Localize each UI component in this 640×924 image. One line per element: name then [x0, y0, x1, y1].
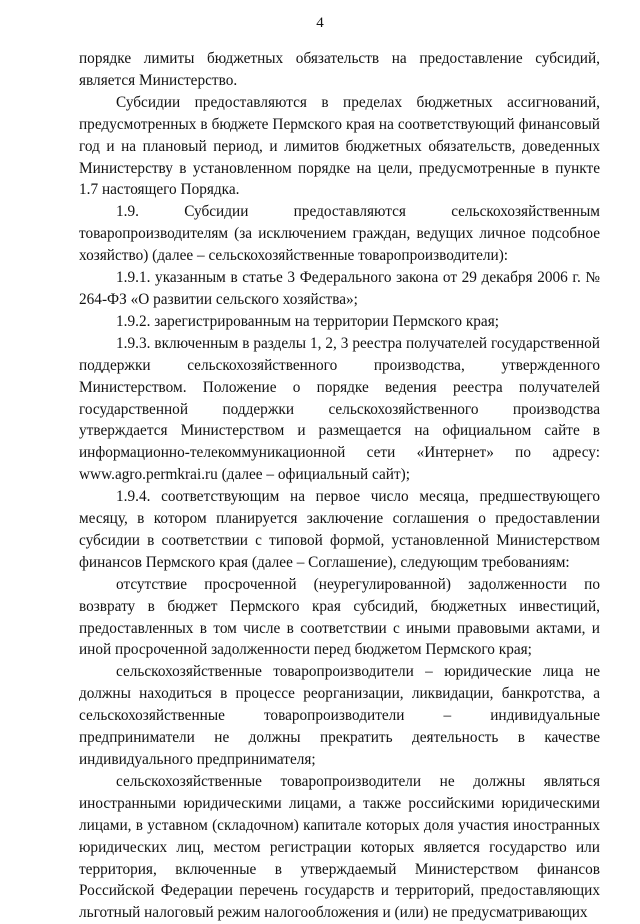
paragraph: 1.9. Субсидии предоставляются сельскохозяйственным товаропроизводителям (за исключением граждан, ведущих личное подсобное хозяйство) (далее – сельскохозяйственные товаропроизводители):: [79, 203, 600, 265]
paragraph: 1.9.1. указанным в статье 3 Федерального закона от 29 декабря 2006 г. № 264-ФЗ «О развитии сельского хозяйства»;: [79, 269, 600, 308]
paragraph: Субсидии предоставляются в пределах бюджетных ассигнований, предусмотренных в бюджете Пермского края на соответствующий финансовый год и на плановый период, и лимитов бюджетных обязательств, доведенных Министерству в установленном порядке на цели, предусмотренные в пункте 1.7 настоящего Порядка.: [79, 93, 600, 199]
document-body: [79, 48, 600, 924]
paragraph: отсутствие просроченной (неурегулированной) задолженности по возврату в бюджет Пермского края субсидий, бюджетных инвестиций, предоставленных в том числе в соответствии с иными правовыми актами, и иной просроченной задолженности перед бюджетом Пермского края;: [79, 575, 600, 659]
page-number: 4: [316, 15, 324, 31]
paragraph: 1.9.3. включенным в разделы 1, 2, 3 реестра получателей государственной поддержки сельскохозяйственного производства, утвержденного Министерством. Положение о порядке ведения реестра получателей государственной поддержки сельскохозяйственного производства утверждается Министерством и размещается на официальном сайте в информационно-телекоммуникационной сети «Интернет» по адресу: www.agro.permkrai.ru (далее – официальный сайт);: [79, 334, 600, 484]
paragraph: порядке лимиты бюджетных обязательств на предоставление субсидий, является Министерство.: [79, 50, 600, 89]
paragraph: 1.9.2. зарегистрированным на территории Пермского края;: [116, 312, 500, 330]
paragraph: сельскохозяйственные товаропроизводители – юридические лица не должны находиться в процессе реорганизации, ликвидации, банкротства, а сельскохозяйственные товаропроизводители – индивидуальные предприниматели не должны прекратить деятельность в качестве индивидуального предпринимателя;: [79, 663, 600, 768]
paragraph: 1.9.4. соответствующим на первое число месяца, предшествующего месяцу, в котором планируется заключение соглашения о предоставлении субсидии в соответствии с типовой формой, установленной Министерством финансов Пермского края (далее – Соглашение), следующим требованиям:: [79, 488, 600, 571]
paragraph: сельскохозяйственные товаропроизводители не должны являться иностранными юридическими лицами, а также российскими юридическими лицами, в уставном (складочном) капитале которых доля участия иностранных юридических лиц, местом регистрации которых является государство или территория, включенные в утверждаемый Министерством финансов Российской Федерации перечень государств и территорий, предоставляющих льготный налоговый режим налогообложения и (или) не предусматривающих: [79, 772, 600, 922]
